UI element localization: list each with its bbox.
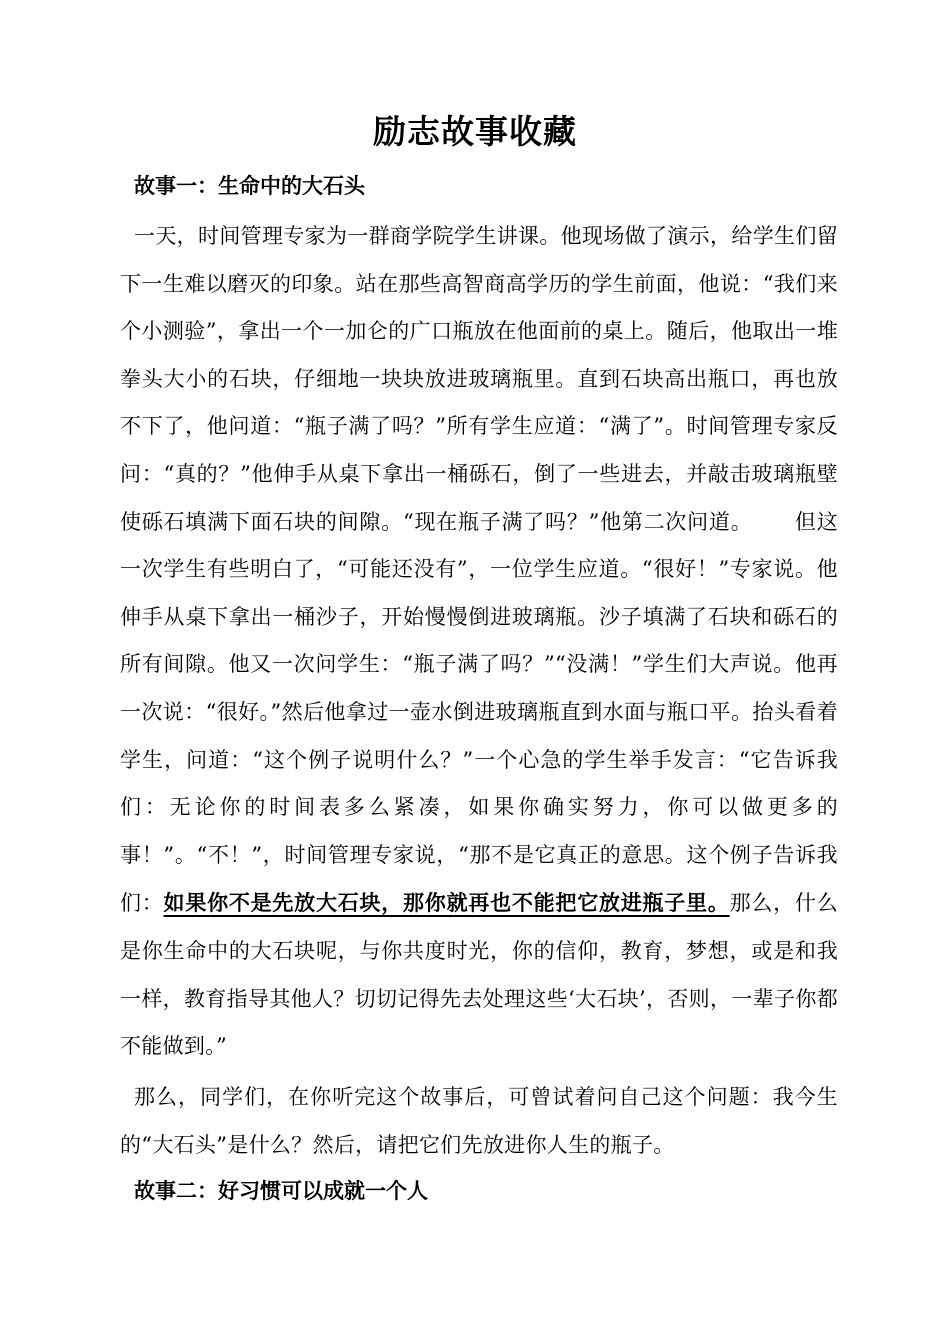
story-one-text-part-2: 但这一次学生有些明白了，“可能还没有”，一位学生应道。“很好！”专家说。他伸手从桌下拿出一桶沙子，开始慢慢倒进玻璃瓶。沙子填满了石块和砾石的所有间隙。他又一次问学生：“瓶子满了吗？”“没满！”学生们大声说。他再一次说：“很好。”然后他拿过一壶水倒进玻璃瓶直到水面与瓶口平。抬头看着学生，问道：“这个例子说明什么？”一个心急的学生举手发言：“它告诉我们：无论你的时间表多么紧凑，如果你确实努力，你可以做更多的事！”。“不！”，时间管理专家说，“那不是它真正的意思。这个例子告诉我们：: [120, 509, 839, 916]
story-one-emphasis: 如果你不是先放大石块，那你就再也不能把它放进瓶子里。: [163, 890, 730, 916]
story-one-heading: 故事一：生命中的大石头: [134, 173, 365, 198]
story-one-text-part-1: 一天，时间管理专家为一群商学院学生讲课。他现场做了演示，给学生们留下一生难以磨灭的印象。站在那些高智商高学历的学生前面，他说：“我们来个小测验”，拿出一个一加仑的广口瓶放在他面前的桌上。随后，他取出一堆拳头大小的石块，仔细地一块块放进玻璃瓶里。直到石块高出瓶口，再也放不下了，他问道：“瓶子满了吗？”所有学生应道：“满了”。时间管理专家反问：“真的？”他伸手从桌下拿出一桶砾石，倒了一些进去，并敲击玻璃瓶壁使砾石填满下面石块的间隙。“现在瓶子满了吗？”他第二次问道。: [120, 224, 838, 534]
story-two-heading: 故事二：好习惯可以成就一个人: [134, 1178, 428, 1203]
story-one-paragraph: [120, 213, 838, 1071]
document-title: 励志故事收藏: [373, 112, 577, 151]
story-one-reflection-paragraph: 那么，同学们，在你听完这个故事后，可曾试着问自己这个问题：我今生的“大石头”是什么？然后，请把它们先放进你人生的瓶子。: [120, 1085, 838, 1157]
story-one-text-part-3: 那么，什么是你生命中的大石块呢，与你共度时光，你的信仰，教育，梦想，或是和我一样，教育指导其他人？切切记得先去处理这些‘大石块’，否则，一辈子你都不能做到。”: [120, 891, 838, 1059]
